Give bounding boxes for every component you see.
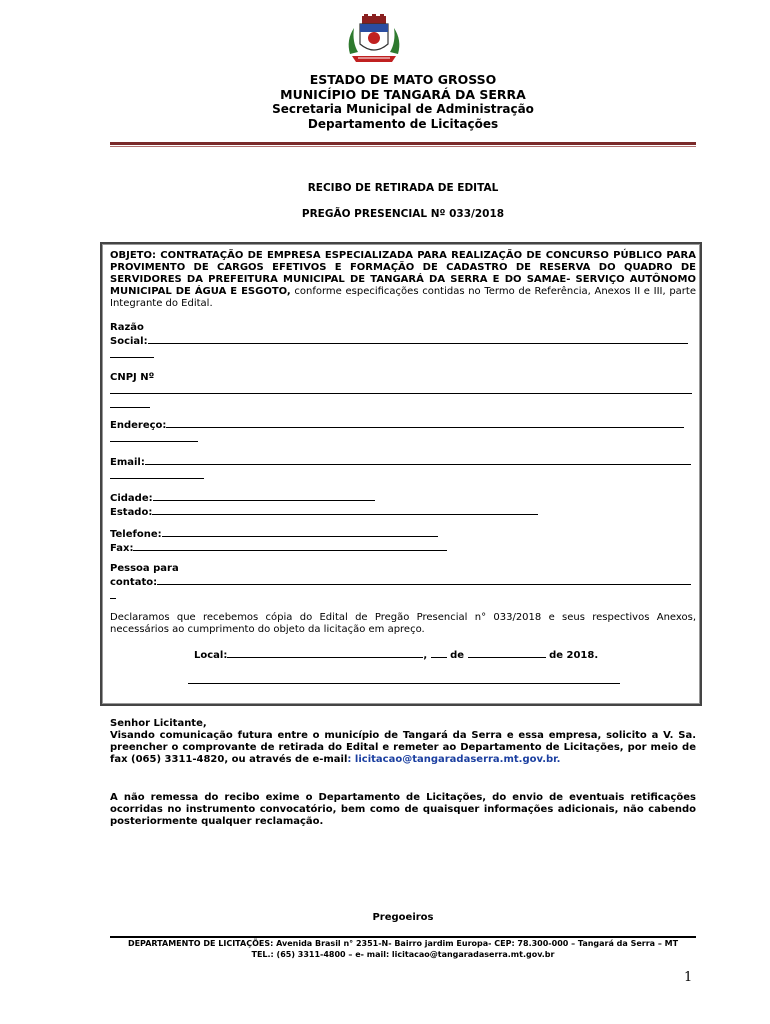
pessoa-contato-line-cont[interactable] xyxy=(110,589,116,599)
email-line-cont[interactable] xyxy=(110,469,204,479)
receipt-title: RECIBO DE RETIRADA DE EDITAL xyxy=(307,182,499,194)
endereco-label: Endereço: xyxy=(110,420,167,431)
email-label: Email: xyxy=(110,457,145,468)
footer xyxy=(110,938,696,960)
telefone-line[interactable] xyxy=(162,527,438,537)
secretariat-name: Secretaria Municipal de Administração xyxy=(272,102,534,116)
pessoa-label-2: contato: xyxy=(110,577,158,588)
fax-line[interactable] xyxy=(133,541,447,551)
signature-line[interactable] xyxy=(188,683,620,684)
cidade-line[interactable] xyxy=(153,491,375,501)
month-line[interactable] xyxy=(468,648,546,658)
footer-address: DEPARTAMENTO DE LICITAÇÕES: Avenida Brasil n° 2351-N- Bairro jardim Europa- CEP: 78.300-000 – Tangará da Serra – MT xyxy=(127,939,679,948)
page-number: 1 xyxy=(684,970,693,985)
day-line[interactable] xyxy=(431,648,447,658)
pessoa-label-1: Pessoa para xyxy=(110,563,179,574)
endereco-line-cont[interactable] xyxy=(110,432,198,442)
coat-of-arms-icon xyxy=(342,14,406,66)
local-de-2: de 2018. xyxy=(549,650,599,661)
notice-colon: : xyxy=(347,754,352,765)
object-bold-text: OBJETO: CONTRATAÇÃO DE EMPRESA ESPECIALIZADA PARA REALIZAÇÃO DE CONCURSO PÚBLICO PARA PROVIMENTO DE CARGOS EFETIVOS E FORMAÇÃO DE CADASTRO DE RESERVA DO QUADRO DE SERVIDORES DA PREFEITURA MUNICIPAL DE TANGARÁ DA SERRA E DO SAMAE- SERVIÇO AUTÔNOMO MUNICIPAL DE ÁGUA E ESGOTO, xyxy=(110,250,696,297)
pessoa-contato-line[interactable] xyxy=(157,575,691,585)
telefone-label: Telefone: xyxy=(110,529,162,540)
field-telefone-fax xyxy=(110,527,696,555)
email-link[interactable]: licitacao@tangaradaserra.mt.gov.br. xyxy=(354,754,561,765)
endereco-line[interactable] xyxy=(166,418,684,428)
fax-label: Fax: xyxy=(110,543,134,554)
estado-line[interactable] xyxy=(152,505,538,515)
local-de-1: de xyxy=(450,650,465,661)
state-name: ESTADO DE MATO GROSSO xyxy=(309,72,497,87)
object-description xyxy=(110,250,696,310)
declaration-text: Declaramos que recebemos cópia do Edital de Pregão Presencial n° 033/2018 e seus respectivos Anexos, necessários ao cumprimento do objeto da licitação em apreço. xyxy=(110,612,696,635)
razao-label-2: Social: xyxy=(110,336,148,347)
razao-label-1: Razão xyxy=(110,322,144,333)
local-label: Local: xyxy=(194,650,228,661)
cidade-label: Cidade: xyxy=(110,493,153,504)
email-line[interactable] xyxy=(145,455,691,465)
footer-contact: TEL.: (65) 3311-4800 – e- mail: licitacao@tangaradaserra.mt.gov.br xyxy=(251,950,555,959)
signature-label: Pregoeiros xyxy=(372,912,434,923)
bidder-notice xyxy=(110,718,696,766)
local-date-line xyxy=(194,648,634,662)
municipality-name: MUNICÍPIO DE TANGARÁ DA SERRA xyxy=(280,87,526,102)
estado-label: Estado: xyxy=(110,507,153,518)
field-cnpj xyxy=(110,372,696,412)
letterhead xyxy=(110,72,696,132)
field-razao-social xyxy=(110,322,696,362)
local-line[interactable] xyxy=(227,648,423,658)
object-normal-text: conforme especificações contidas no Termo de Referência, Anexos II e III, parte Integrante do Edital. xyxy=(110,286,696,309)
cnpj-line-cont[interactable] xyxy=(110,398,150,408)
local-comma: , xyxy=(423,650,428,661)
header-divider xyxy=(110,142,696,145)
notice-paragraph-1: Visando comunicação futura entre o município de Tangará da Serra e essa empresa, solicito a V. Sa. preencher o comprovante de retirada do Edital e remeter ao Departamento de Licitações, por meio de fax (065) 3311-4820, ou através de e-mail xyxy=(110,730,696,765)
field-pessoa-contato xyxy=(110,563,696,603)
notice-salutation: Senhor Licitante, xyxy=(110,718,207,729)
field-cidade-estado xyxy=(110,491,696,519)
department-name: Departamento de Licitações xyxy=(307,117,499,131)
auction-title: PREGÃO PRESENCIAL Nº 033/2018 xyxy=(301,208,505,220)
notice-paragraph-2: A não remessa do recibo exime o Departamento de Licitações, do envio de eventuais retificações ocorridas no instrumento convocatório, bem como de quaisquer informações adicionais, não cabendo posteriormente qualquer reclamação. xyxy=(110,792,696,827)
field-email xyxy=(110,455,696,483)
field-endereco xyxy=(110,418,696,446)
header-divider-thin xyxy=(110,146,696,147)
razao-social-line[interactable] xyxy=(148,334,688,344)
cnpj-label: CNPJ Nº xyxy=(110,372,155,383)
cnpj-line[interactable] xyxy=(110,384,692,394)
razao-social-line-cont[interactable] xyxy=(110,348,154,358)
